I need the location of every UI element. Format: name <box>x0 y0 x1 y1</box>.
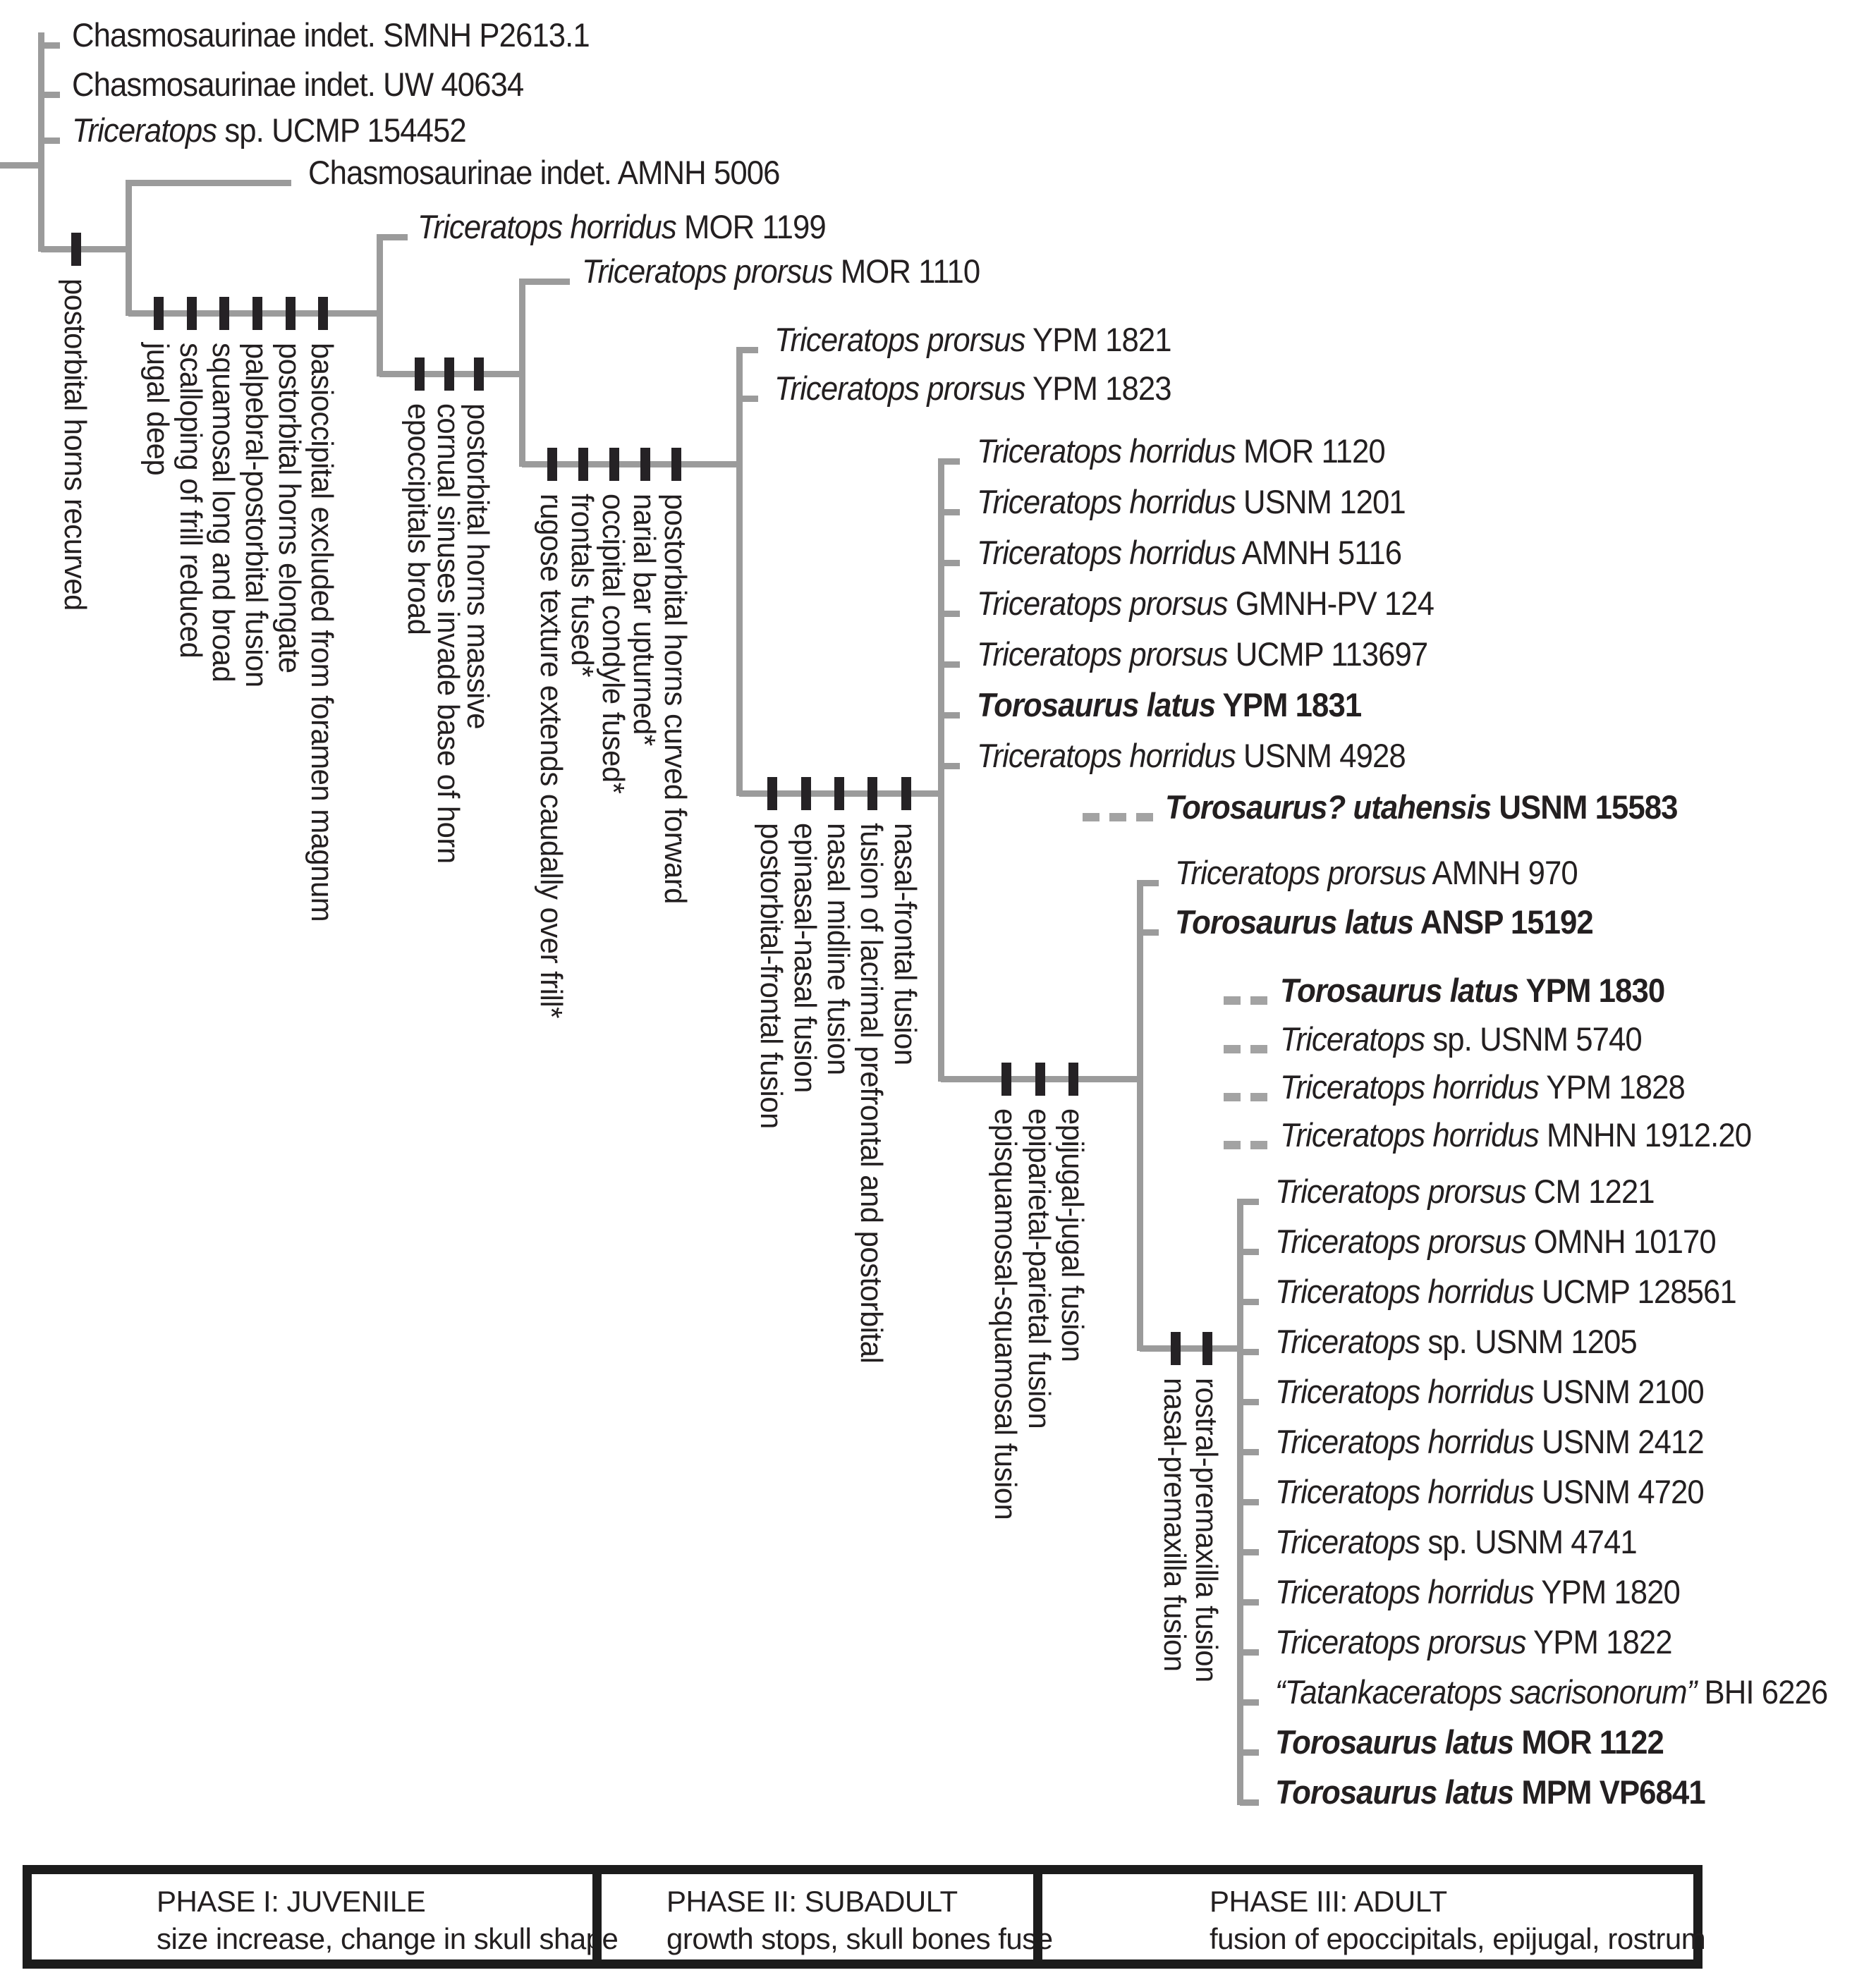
taxon-specimen-number: MPM VP6841 <box>1513 1773 1705 1811</box>
character-label: squamosal long and broad <box>206 343 240 683</box>
taxon-name-italic: Triceratops horridus <box>1275 1373 1534 1410</box>
character-tick <box>801 777 811 810</box>
character-tick <box>71 233 81 266</box>
tip-branch <box>739 347 758 353</box>
uncertain-dashed-branch <box>1224 996 1267 1005</box>
tip-branch <box>739 396 758 402</box>
taxon-label <box>582 252 980 290</box>
taxon-specimen-number: USNM 4720 <box>1533 1473 1704 1510</box>
taxon-name-italic: Triceratops <box>1275 1523 1420 1560</box>
taxon-name-italic: Torosaurus latus <box>977 686 1216 723</box>
character-tick <box>415 357 425 391</box>
tip-branch <box>1240 1299 1259 1305</box>
taxon-label <box>1275 1475 1704 1508</box>
taxon-label <box>1280 974 1664 1007</box>
taxon-label <box>977 587 1434 620</box>
taxon-name-italic: Triceratops prorsus <box>774 369 1025 407</box>
taxon-specimen-number: YPM 1822 <box>1525 1623 1672 1661</box>
taxon-label <box>1275 1325 1637 1358</box>
character-tick <box>1202 1332 1212 1365</box>
taxon-name-italic: Triceratops horridus <box>1275 1473 1534 1510</box>
taxon-specimen-number: ANSP 15192 <box>1413 903 1593 941</box>
taxon-label <box>1175 903 1593 941</box>
taxon-specimen-number: USNM 2412 <box>1533 1423 1704 1460</box>
taxon-label <box>977 485 1406 518</box>
internal-branch <box>41 246 128 252</box>
tip-branch <box>1240 1749 1259 1756</box>
taxon-label <box>418 210 826 243</box>
tip-branch <box>1140 880 1159 886</box>
taxon-label <box>1280 1116 1752 1154</box>
taxon-specimen-number: MOR 1199 <box>676 208 826 245</box>
taxon-specimen-number: Chasmosaurinae indet. AMNH 5006 <box>308 154 780 191</box>
tip-branch <box>1240 1699 1259 1706</box>
tip-branch <box>128 180 291 186</box>
taxon-label <box>977 637 1427 671</box>
taxon-specimen-number: MOR 1110 <box>832 252 980 290</box>
taxon-name-italic: Triceratops prorsus <box>774 321 1025 358</box>
character-tick <box>1035 1063 1045 1096</box>
taxon-name-italic: Triceratops horridus <box>418 208 676 245</box>
taxon-name-italic: Triceratops horridus <box>977 432 1236 470</box>
taxon-specimen-number: AMNH 5116 <box>1235 534 1402 571</box>
character-tick <box>867 777 877 810</box>
character-tick <box>154 297 164 330</box>
taxon-name-italic: Torosaurus latus <box>1280 972 1519 1009</box>
taxon-specimen-number: AMNH 970 <box>1425 854 1578 891</box>
phase-description: size increase, change in skull shape <box>157 1922 619 1955</box>
tip-branch <box>1240 1199 1259 1205</box>
taxon-name-italic: Triceratops horridus <box>977 737 1236 774</box>
character-label: frontals fused* <box>565 494 599 678</box>
taxon-specimen-number: YPM 1821 <box>1025 321 1171 358</box>
tip-branch <box>1240 1799 1259 1806</box>
taxon-label <box>1275 1525 1637 1558</box>
tip-branch <box>941 560 960 566</box>
character-tick <box>1001 1063 1011 1096</box>
character-label: palpebral-postorbital fusion <box>239 343 274 687</box>
phase-title: PHASE III: ADULT <box>1210 1885 1447 1918</box>
taxon-name-italic: Triceratops horridus <box>1280 1068 1539 1106</box>
phase-title: PHASE I: JUVENILE <box>157 1885 426 1918</box>
taxon-label <box>1280 1068 1685 1106</box>
tip-branch <box>1240 1649 1259 1656</box>
tip-branch <box>1240 1499 1259 1505</box>
character-label: cornual sinuses invade base of horn <box>431 403 465 864</box>
taxon-specimen-number: USNM 1201 <box>1235 483 1406 520</box>
taxon-specimen-number: BHI 6226 <box>1696 1673 1828 1711</box>
taxon-name-italic: Triceratops horridus <box>1275 1273 1534 1310</box>
taxon-name-italic: Triceratops horridus <box>1280 1116 1539 1154</box>
taxon-specimen-number: Chasmosaurinae indet. UW 40634 <box>72 66 524 103</box>
character-label: postorbital horns massive <box>461 403 495 730</box>
character-tick <box>671 448 681 481</box>
taxon-specimen-number: YPM 1820 <box>1533 1573 1680 1610</box>
taxon-name-italic: Triceratops horridus <box>1275 1573 1534 1610</box>
character-label: basioccipital excluded from foramen magnum <box>305 343 339 922</box>
tip-branch <box>522 279 570 285</box>
character-tick <box>474 357 484 391</box>
character-label: epiparietal-parietal fusion <box>1022 1108 1056 1429</box>
taxon-specimen-number: OMNH 10170 <box>1525 1223 1716 1260</box>
taxon-name-italic: Torosaurus latus <box>1175 903 1414 941</box>
taxon-name-italic: Triceratops prorsus <box>1275 1173 1526 1210</box>
taxon-label <box>977 739 1406 772</box>
character-tick <box>547 448 557 481</box>
taxon-name-italic: Torosaurus latus <box>1275 1773 1514 1811</box>
clade-vertical-line <box>736 347 743 796</box>
taxon-label <box>1275 1623 1672 1661</box>
uncertain-dashed-branch <box>1224 1141 1267 1149</box>
taxon-name-italic: Triceratops prorsus <box>1275 1623 1526 1661</box>
taxon-label <box>1280 1022 1642 1056</box>
phase-table <box>23 1865 1706 1969</box>
character-tick <box>609 448 619 481</box>
taxon-specimen-number: GMNH-PV 124 <box>1227 585 1435 622</box>
taxon-label <box>1275 1275 1736 1308</box>
uncertain-dashed-branch <box>1083 813 1153 821</box>
phase-cell-subadult <box>592 1874 1053 1959</box>
character-tick <box>1068 1063 1078 1096</box>
taxon-specimen-number: MOR 1120 <box>1235 432 1385 470</box>
character-tick <box>252 297 262 330</box>
character-label: fusion of lacrimal prefrontal and postorbital <box>854 823 889 1364</box>
taxon-specimen-number: USNM 2100 <box>1533 1373 1704 1410</box>
character-tick <box>901 777 911 810</box>
character-label: jugal deep <box>140 343 175 476</box>
taxon-label <box>1275 1775 1705 1809</box>
taxon-label <box>1175 856 1578 889</box>
tip-branch <box>1240 1599 1259 1606</box>
character-tick <box>219 297 229 330</box>
taxon-label <box>1275 1425 1704 1458</box>
tip-branch <box>1240 1449 1259 1455</box>
taxon-label <box>1275 1725 1664 1759</box>
taxon-specimen-number: USNM 4928 <box>1235 737 1406 774</box>
character-tick <box>640 448 650 481</box>
internal-branch <box>1140 1345 1240 1352</box>
taxon-label <box>774 323 1171 356</box>
taxon-label <box>72 16 590 54</box>
character-label: postorbital horns recurved <box>58 279 92 611</box>
character-label: nasal midline fusion <box>821 823 855 1075</box>
taxon-name-italic: Torosaurus latus <box>1275 1723 1514 1761</box>
taxon-name-italic: Triceratops <box>72 111 217 149</box>
tip-branch <box>941 763 960 769</box>
tip-branch <box>1240 1249 1259 1255</box>
taxon-name-italic: Triceratops horridus <box>977 534 1236 571</box>
character-label: epoccipitals broad <box>401 403 436 635</box>
taxon-name-italic: Triceratops horridus <box>1275 1423 1534 1460</box>
character-label: rostral-premaxilla fusion <box>1189 1378 1224 1682</box>
taxon-name-italic: Triceratops prorsus <box>582 252 833 290</box>
character-tick <box>578 448 588 481</box>
character-label: occipital condyle fused* <box>596 494 631 794</box>
character-label: scalloping of frill reduced <box>173 343 208 659</box>
phase-cell-juvenile <box>32 1874 619 1959</box>
character-label: postorbital horns curved forward <box>658 494 693 904</box>
tip-branch <box>41 137 60 144</box>
character-tick <box>187 297 197 330</box>
taxon-name-italic: Triceratops prorsus <box>1275 1223 1526 1260</box>
taxon-name-italic: Triceratops prorsus <box>977 635 1228 673</box>
taxon-specimen-number: YPM 1823 <box>1025 369 1171 407</box>
tip-branch <box>1140 929 1159 936</box>
phase-description: fusion of epoccipitals, epijugal, rostrum <box>1210 1922 1706 1955</box>
taxon-label <box>977 432 1385 470</box>
taxon-specimen-number: YPM 1831 <box>1215 686 1362 723</box>
phase-title: PHASE II: SUBADULT <box>666 1885 958 1918</box>
tip-branch <box>1240 1349 1259 1355</box>
taxon-name-italic: Triceratops prorsus <box>1175 854 1426 891</box>
taxon-specimen-number: UCMP 113697 <box>1227 635 1428 673</box>
character-label: rugose texture extends caudally over frill* <box>534 494 568 1018</box>
character-label: nasal-frontal fusion <box>888 823 922 1065</box>
tip-branch <box>41 42 60 49</box>
tip-branch <box>41 92 60 98</box>
character-label: epijugal-jugal fusion <box>1055 1108 1090 1362</box>
phase-description: growth stops, skull bones fuse <box>666 1922 1053 1955</box>
taxon-label <box>1275 1175 1655 1208</box>
tip-branch <box>941 712 960 719</box>
character-tick <box>834 777 844 810</box>
root-branch <box>0 162 41 169</box>
taxon-name-italic: Triceratops <box>1280 1020 1425 1058</box>
taxon-specimen-number: YPM 1830 <box>1518 972 1665 1009</box>
taxon-specimen-number: USNM 15583 <box>1491 788 1678 826</box>
taxon-specimen-number: sp. UCMP 154452 <box>217 111 466 149</box>
clade-vertical-line <box>938 458 944 1082</box>
taxon-label <box>1275 1375 1704 1408</box>
taxon-specimen-number: sp. USNM 4741 <box>1420 1523 1637 1560</box>
taxon-label <box>774 369 1171 407</box>
character-tick <box>286 297 296 330</box>
character-label: epinasal-nasal fusion <box>788 823 822 1093</box>
uncertain-dashed-branch <box>1224 1045 1267 1053</box>
taxon-name-italic: Torosaurus? utahensis <box>1165 788 1492 826</box>
taxon-label <box>308 156 779 189</box>
taxon-label <box>1275 1575 1680 1608</box>
phase-cell-adult <box>1033 1874 1705 1959</box>
tip-branch <box>941 458 960 465</box>
character-label: postorbital horns elongate <box>272 343 307 673</box>
tip-branch <box>941 509 960 515</box>
character-tick <box>1171 1332 1181 1365</box>
taxon-label <box>72 111 466 149</box>
taxon-name-italic: Triceratops <box>1275 1323 1420 1360</box>
tip-branch <box>1240 1399 1259 1405</box>
taxon-label <box>977 688 1361 721</box>
taxon-name-italic: “Tatankaceratops sacrisonorum” <box>1275 1673 1697 1711</box>
taxon-label <box>72 68 523 101</box>
tip-branch <box>1240 1549 1259 1555</box>
character-tick <box>444 357 454 391</box>
taxon-specimen-number: YPM 1828 <box>1538 1068 1685 1106</box>
taxon-specimen-number: Chasmosaurinae indet. SMNH P2613.1 <box>72 16 590 54</box>
uncertain-dashed-branch <box>1224 1093 1267 1101</box>
tip-branch <box>941 611 960 617</box>
character-label: postorbital-frontal fusion <box>754 823 788 1129</box>
character-label: nasal-premaxilla fusion <box>1157 1378 1192 1672</box>
tip-branch <box>941 661 960 668</box>
taxon-specimen-number: UCMP 128561 <box>1533 1273 1736 1310</box>
taxon-label <box>1275 1225 1716 1258</box>
taxon-specimen-number: sp. USNM 1205 <box>1420 1323 1637 1360</box>
taxon-name-italic: Triceratops horridus <box>977 483 1236 520</box>
taxon-specimen-number: sp. USNM 5740 <box>1425 1020 1642 1058</box>
clade-vertical-line <box>377 234 383 377</box>
character-label: episquamosal-squamosal fusion <box>988 1108 1023 1520</box>
taxon-label <box>977 536 1401 569</box>
taxon-specimen-number: MNHN 1912.20 <box>1538 1116 1752 1154</box>
taxon-label <box>1275 1673 1828 1711</box>
taxon-specimen-number: CM 1221 <box>1525 1173 1655 1210</box>
taxon-label <box>1165 790 1677 824</box>
character-label: narial bar upturned* <box>627 494 662 746</box>
taxon-name-italic: Triceratops prorsus <box>977 585 1228 622</box>
clade-vertical-line <box>1137 880 1143 1351</box>
taxon-specimen-number: MOR 1122 <box>1513 1723 1664 1761</box>
character-tick <box>767 777 777 810</box>
tip-branch <box>379 234 408 240</box>
character-tick <box>318 297 328 330</box>
